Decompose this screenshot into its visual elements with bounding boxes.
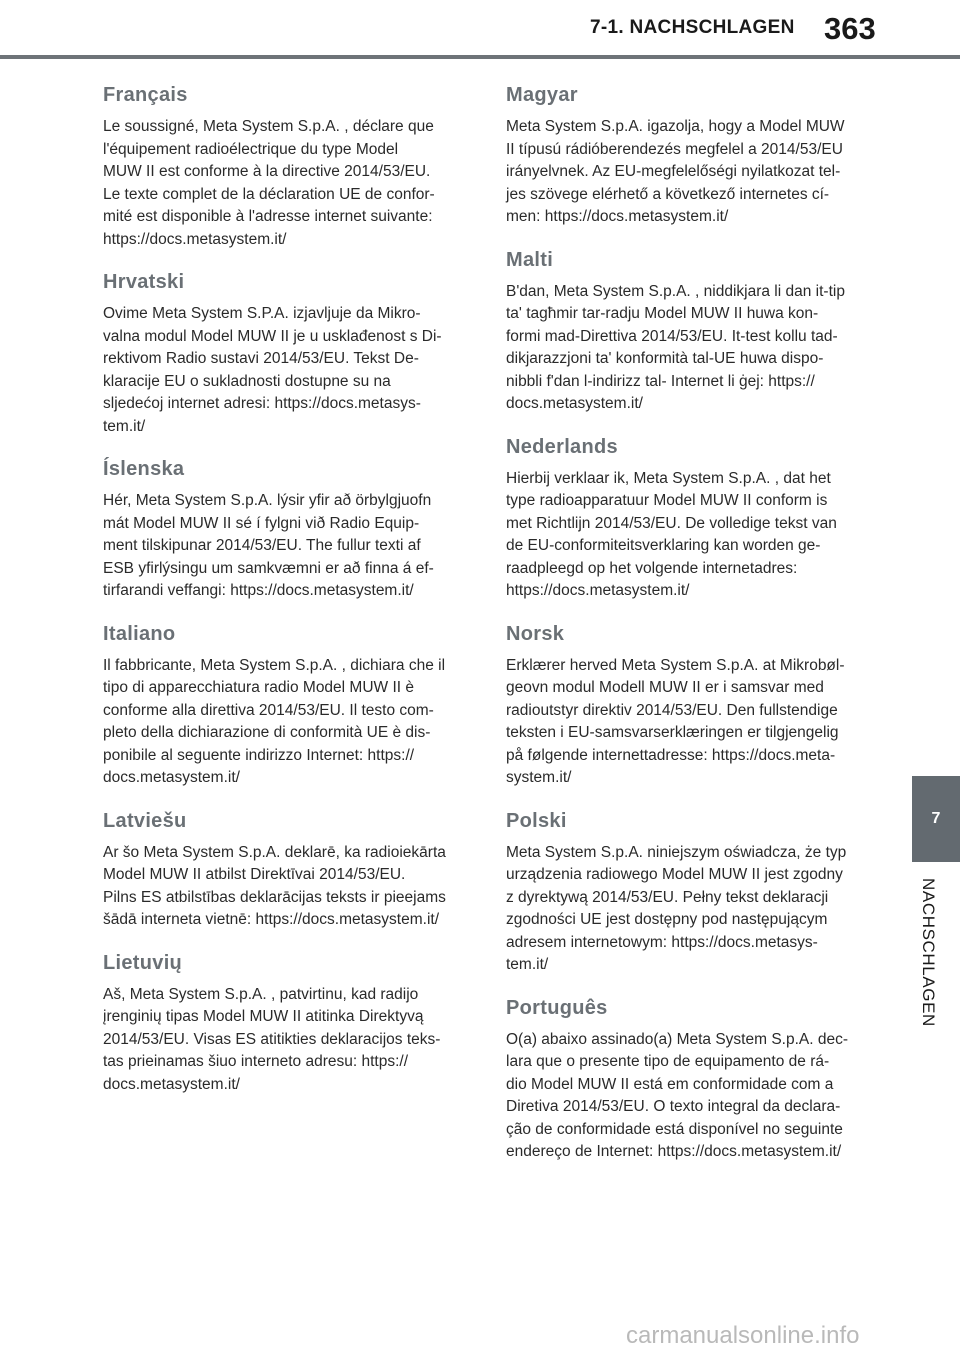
section-body: Hierbij verklaar ik, Meta System S.p.A. , dat het type radioapparatuur Model MUW II conform is met Richtlijn 2014/53/EU. De volledige tekst van de EU-conformiteitsverklaring kan worden ge- raadpleegd op het volgende internetadres: https://docs.metasystem.it/ xyxy=(506,469,837,599)
section-nederlands xyxy=(506,436,870,603)
section-body: Il fabbricante, Meta System S.p.A. , dichiara che il tipo di apparecchiatura radio Model MUW II è conforme alla direttiva 2014/53/EU. Il testo com- pleto della dichiarazione di conformità UE è dis- ponibile al seguente indirizzo Internet: https:// docs.metasystem.it/ xyxy=(103,656,446,786)
section-body: Hér, Meta System S.p.A. lýsir yfir að örbylgjuofn mát Model MUW II sé í fylgni við Radio Equip- ment tilskipunar 2014/53/EU. The fullur texti af ESB yfirlýsingu um samkvæmni er að finna á ef- tirfarandi veffangi: https://docs.metasystem.it/ xyxy=(103,492,434,599)
section-heading: Français xyxy=(103,84,188,106)
section-heading: Italiano xyxy=(103,622,176,645)
section-body: B'dan, Meta System S.p.A. , niddikjara li dan it-tip ta' tagħmir tar-radju Model MUW II huwa kon- formi mad-Direttiva 2014/53/EU. It-test kollu tad- dikjarazzjoni ta' konformità tal-UE huwa dispo- nibbli f'dan l-indirizz tal- Internet li ġej: https:// docs.metasystem.it/ xyxy=(506,282,845,412)
section-body: Meta System S.p.A. niniejszym oświadcza, że typ urządzenia radiowego Model MUW II jest zgodny z dyrektywą 2014/53/EU. Pełny tekst deklaracji zgodności UE jest dostępny pod następującym adresem internetowym: https://docs.metasys- tem.it/ xyxy=(506,843,847,973)
section-islenska xyxy=(103,458,468,603)
section-heading: Íslenska xyxy=(103,458,185,480)
section-heading: Hrvatski xyxy=(103,271,185,293)
section-heading: Magyar xyxy=(506,84,578,106)
section-heading: Malti xyxy=(506,248,554,271)
section-body: Ar šo Meta System S.p.A. deklarē, ka radioiekārta Model MUW II atbilst Direktīvai 2014/53/EU. Pilns ES atbilstības deklarācijas teksts ir pieejams šādā interneta vietnē: https://docs.metasystem.it/ xyxy=(103,843,446,928)
page-number: 363 xyxy=(824,11,876,46)
section-body: Meta System S.p.A. igazolja, hogy a Model MUW II típusú rádióberendezés megfelel a 2014/53/EU irányelvnek. Az EU-megfelelőségi nyilatkozat tel- jes szövege elérhető a következő internetes cí- men: https://docs.metasystem.it/ xyxy=(506,118,845,225)
section-heading: Polski xyxy=(506,809,567,832)
section-magyar xyxy=(506,84,870,229)
section-body: Erklærer herved Meta System S.p.A. at Mikrobøl- geovn modul Modell MUW II er i samsvar med radioutstyr direktiv 2014/53/EU. Den fullstendige teksten i EU-samsvarserklæringen er tilgjengelig på følgende internettadresse: https://docs.meta- system.it/ xyxy=(506,656,845,786)
chapter-title: 7-1. NACHSCHLAGEN xyxy=(590,17,795,38)
chapter-tab[interactable] xyxy=(912,776,960,862)
section-malti xyxy=(506,249,870,416)
section-body: Le soussigné, Meta System S.p.A. , déclare que l'équipement radioélectrique du type Model MUW II est conforme à la directive 2014/53/EU. Le texte complet de la déclaration UE de confor- mité est disponible à l'adresse internet suivante: https://docs.metasystem.it/ xyxy=(103,118,435,248)
section-body: Aš, Meta System S.p.A. , patvirtinu, kad radijo įrenginių tipas Model MUW II atitinka Direktyvą 2014/53/EU. Visas ES atitikties deklaracijos teks- tas prieinamas šiuo interneto adresu: https:// docs.metasystem.it/ xyxy=(103,985,441,1093)
chapter-tab-number: 7 xyxy=(931,810,941,827)
section-heading: Português xyxy=(506,996,608,1019)
section-heading: Norsk xyxy=(506,622,565,645)
section-francais xyxy=(103,84,468,251)
watermark: carmanualsonline.info xyxy=(626,1322,860,1349)
section-hrvatski xyxy=(103,271,468,438)
section-heading: Nederlands xyxy=(506,435,618,458)
section-latviesu xyxy=(103,810,468,932)
chapter-tab-label: NACHSCHLAGEN xyxy=(919,878,938,1027)
section-italiano xyxy=(103,623,468,790)
section-body: Ovime Meta System S.P.A. izjavljuje da Mikro- valna modul Model MUW II je u usklađenost s Di- rektivom Radio sustavi 2014/53/EU. Tekst De- klaracije EU o sukladnosti dostupne su na sljedećoj internet adresi: https://docs.metasys- tem.it/ xyxy=(103,305,442,435)
header-rule xyxy=(0,55,960,59)
section-heading: Lietuvių xyxy=(103,951,183,974)
section-body: O(a) abaixo assinado(a) Meta System S.p.A. dec- lara que o presente tipo de equipamento de rá- dio Model MUW II está em conformidade com a Diretiva 2014/53/EU. O texto integral da declara- ção de conformidade está disponível no seguinte endereço de Internet: https://docs.metasystem.it/ xyxy=(506,1030,849,1160)
left-column xyxy=(103,84,468,1116)
section-heading: Latviešu xyxy=(103,809,187,832)
section-polski xyxy=(506,810,870,977)
section-portugues xyxy=(506,997,870,1164)
section-norsk xyxy=(506,623,870,790)
section-lietuviu xyxy=(103,952,468,1097)
right-column xyxy=(506,84,870,1184)
